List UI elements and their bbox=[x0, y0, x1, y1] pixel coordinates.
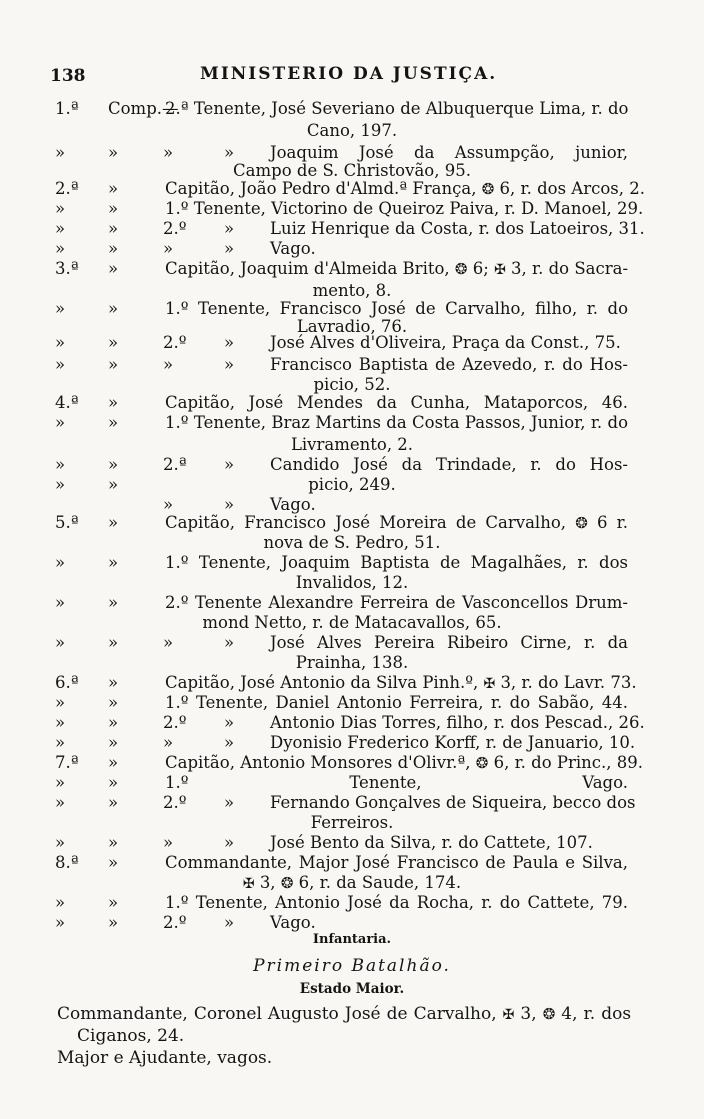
order-badge-icon: ❂ bbox=[575, 514, 588, 532]
section-heading: Infantaria. bbox=[312, 932, 392, 947]
company-number: » bbox=[55, 833, 66, 852]
company-number: 1.ª bbox=[55, 99, 79, 118]
officer-text: 2.ª Tenente, José Severiano de Albuquerque Lima, r. do bbox=[165, 99, 629, 118]
company-number: » bbox=[55, 239, 66, 258]
rank-label: » bbox=[163, 495, 174, 514]
officer-name: Vago. bbox=[270, 913, 316, 932]
officer-text: 1.º Tenente, Joaquim Baptista de Magalhães, r. dos bbox=[165, 553, 628, 572]
company-label: » bbox=[108, 553, 119, 572]
company-number: » bbox=[55, 413, 66, 432]
company-label: » bbox=[108, 199, 119, 218]
ditto-mark: » bbox=[224, 793, 235, 812]
commander-text-b: 3, bbox=[520, 1004, 537, 1024]
ditto-mark: » bbox=[224, 913, 235, 932]
cross-icon: ✠ bbox=[242, 876, 255, 892]
entry-row bbox=[0, 258, 704, 282]
continuation-text: picio, 249. bbox=[308, 475, 396, 494]
officer-text-a: Capitão, Francisco José Moreira de Carvalho, bbox=[165, 513, 567, 532]
ditto-mark: » bbox=[224, 833, 235, 852]
company-number: » bbox=[55, 455, 66, 474]
officer-text: 1.º Tenente, Victorino de Queiroz Paiva, r. D. Manoel, 29. bbox=[165, 199, 644, 218]
officer-text-b: 6, r. dos Arcos, 2. bbox=[499, 179, 645, 198]
company-label: » bbox=[108, 753, 119, 772]
commander-address: Ciganos, 24. bbox=[77, 1026, 185, 1046]
page-number: 138 bbox=[50, 66, 86, 86]
company-label: » bbox=[108, 793, 119, 812]
continuation-text: picio, 52. bbox=[313, 375, 391, 394]
continuation-b: 6, r. da Saude, 174. bbox=[298, 873, 462, 892]
entry-continuation bbox=[0, 120, 704, 144]
officer-name: José Alves d'Oliveira, Praça da Const., 75. bbox=[270, 333, 621, 352]
continuation-text: mento, 8. bbox=[312, 281, 392, 300]
officer-text-b: 6 r. bbox=[596, 513, 628, 532]
cross-icon: ✠ bbox=[502, 1007, 515, 1023]
officer-text-a: Capitão, João Pedro d'Almd.ª França, bbox=[165, 179, 477, 198]
running-title: MINISTERIO DA JUSTIÇA. bbox=[200, 64, 498, 84]
entry-row bbox=[0, 412, 704, 436]
officer-text: 2.º Tenente Alexandre Ferreira de Vasconcellos Drum- bbox=[165, 593, 628, 612]
officer-text: 1.º Tenente, Vago. bbox=[165, 773, 628, 792]
officer-text-b: 6, r. do Princ., 89. bbox=[493, 753, 643, 772]
order-badge-icon: ❂ bbox=[542, 1005, 556, 1023]
continuation-text: Cano, 197. bbox=[306, 121, 398, 140]
company-label: » bbox=[108, 713, 119, 732]
rank-label: 2.º bbox=[163, 333, 187, 352]
company-label: » bbox=[108, 475, 119, 494]
officer-name: Luiz Henrique da Costa, r. dos Latoeiros, 31. bbox=[270, 219, 645, 238]
company-label: » bbox=[108, 773, 119, 792]
company-label: » bbox=[108, 393, 119, 412]
officer-text bbox=[165, 258, 628, 281]
officer-name: Antonio Dias Torres, filho, r. dos Pescad., 26. bbox=[270, 713, 645, 732]
continuation-text: Campo de S. Christovão, 95. bbox=[233, 161, 471, 180]
rank-label: » bbox=[163, 833, 174, 852]
company-label: » bbox=[108, 333, 119, 352]
officer-name: Fernando Gonçalves de Siqueira, becco dos bbox=[270, 793, 636, 812]
officer-text-c: 3, r. do Sacra- bbox=[511, 259, 629, 278]
commander-line bbox=[57, 1004, 631, 1024]
ditto-mark: » bbox=[224, 355, 235, 374]
company-number: 7.ª bbox=[55, 753, 79, 772]
company-label: » bbox=[108, 455, 119, 474]
officer-text: Commandante, Major José Francisco de Paula e Silva, bbox=[165, 853, 628, 872]
officer-text bbox=[165, 512, 628, 534]
company-number: » bbox=[55, 893, 66, 912]
company-number: » bbox=[55, 355, 66, 374]
company-label: » bbox=[108, 913, 119, 932]
ditto-mark: » bbox=[224, 455, 235, 474]
continuation-text: mond Netto, r. de Matacavallos, 65. bbox=[202, 613, 502, 632]
company-label: Comp.— bbox=[108, 99, 179, 118]
commander-text: Commandante, Coronel Augusto José de Carvalho, bbox=[57, 1004, 497, 1024]
rank-label: » bbox=[163, 633, 174, 652]
ditto-mark: » bbox=[224, 239, 235, 258]
continuation-text: Ferreiros. bbox=[310, 813, 394, 832]
officer-text-b: 6; bbox=[472, 259, 489, 278]
continuation-text: Invalidos, 12. bbox=[295, 573, 409, 592]
ditto-mark: » bbox=[224, 633, 235, 652]
company-label: » bbox=[108, 593, 119, 612]
ditto-mark: » bbox=[224, 333, 235, 352]
officer-text bbox=[165, 752, 643, 774]
officer-name: Francisco Baptista de Azevedo, r. do Hos- bbox=[270, 355, 628, 374]
rank-label: 2.º bbox=[163, 913, 187, 932]
battalion-heading: Primeiro Batalhão. bbox=[253, 956, 451, 976]
rank-label: 2.ª bbox=[163, 455, 187, 474]
continuation-text: nova de S. Pedro, 51. bbox=[263, 533, 441, 552]
officer-text: 1.º Tenente, Braz Martins da Costa Passos, Junior, r. do bbox=[165, 413, 628, 432]
company-label: » bbox=[108, 413, 119, 432]
company-label: » bbox=[108, 355, 119, 374]
officer-name: Dyonisio Frederico Korff, r. de Januario, 10. bbox=[270, 733, 636, 752]
company-number: 8.ª bbox=[55, 853, 79, 872]
continuation-text: Lavradio, 76. bbox=[296, 317, 408, 336]
officer-text-a: Capitão, Joaquim d'Almeida Brito, bbox=[165, 259, 450, 278]
officer-text: 1.º Tenente, Francisco José de Carvalho, filho, r. do bbox=[165, 299, 628, 318]
company-label: » bbox=[108, 219, 119, 238]
company-label: » bbox=[108, 693, 119, 712]
company-number: » bbox=[55, 199, 66, 218]
officer-text-a: Capitão, José Antonio da Silva Pinh.º, bbox=[165, 673, 479, 692]
company-number: » bbox=[55, 733, 66, 752]
rank-label: 2.º bbox=[163, 219, 187, 238]
company-number: » bbox=[55, 793, 66, 812]
company-label: » bbox=[108, 833, 119, 852]
company-number: » bbox=[55, 713, 66, 732]
officer-name: Joaquim José da Assumpção, junior, bbox=[270, 143, 628, 162]
ditto-mark: » bbox=[224, 713, 235, 732]
continuation-text: Livramento, 2. bbox=[290, 435, 414, 454]
company-label: » bbox=[108, 733, 119, 752]
company-number: » bbox=[55, 553, 66, 572]
rank-label: » bbox=[163, 239, 174, 258]
company-number: 6.ª bbox=[55, 673, 79, 692]
officer-text: 1.º Tenente, Daniel Antonio Ferreira, r. do Sabão, 44. bbox=[165, 693, 628, 712]
company-number: » bbox=[55, 475, 66, 494]
rank-label: » bbox=[163, 143, 174, 162]
officer-text: Capitão, José Mendes da Cunha, Mataporcos, 46. bbox=[165, 393, 628, 412]
company-number: 5.ª bbox=[55, 513, 79, 532]
company-label: » bbox=[108, 853, 119, 872]
staff-heading: Estado Maior. bbox=[299, 981, 405, 997]
company-number: » bbox=[55, 299, 66, 318]
order-badge-icon: ❂ bbox=[475, 754, 489, 772]
company-label: » bbox=[108, 633, 119, 652]
officer-name: Vago. bbox=[270, 495, 316, 514]
company-number: 4.ª bbox=[55, 393, 79, 412]
company-label: » bbox=[108, 179, 119, 198]
entry-row bbox=[0, 98, 704, 122]
officer-text-a: Capitão, Antonio Monsores d'Olivr.ª, bbox=[165, 753, 471, 772]
officer-text bbox=[165, 178, 645, 200]
rank-label: 2.º bbox=[163, 713, 187, 732]
cross-icon: ✠ bbox=[483, 676, 496, 692]
company-label: » bbox=[108, 513, 119, 532]
rank-label: 2.º bbox=[163, 793, 187, 812]
rank-label: » bbox=[163, 733, 174, 752]
company-number: » bbox=[55, 219, 66, 238]
company-label: » bbox=[108, 259, 119, 278]
officer-text: 1.º Tenente, Antonio José da Rocha, r. do Cattete, 79. bbox=[165, 893, 628, 912]
officer-name: José Alves Pereira Ribeiro Cirne, r. da bbox=[270, 633, 628, 652]
company-number: » bbox=[55, 593, 66, 612]
officer-name: José Bento da Silva, r. do Cattete, 107. bbox=[270, 833, 593, 852]
officer-text-b: 3, r. do Lavr. 73. bbox=[500, 673, 637, 692]
company-label: » bbox=[108, 143, 119, 162]
company-number: » bbox=[55, 913, 66, 932]
company-label: » bbox=[108, 299, 119, 318]
company-number: » bbox=[55, 333, 66, 352]
company-number: » bbox=[55, 143, 66, 162]
company-number: » bbox=[55, 773, 66, 792]
continuation-a: 3, bbox=[259, 873, 276, 892]
order-badge-icon: ❂ bbox=[280, 874, 294, 892]
order-badge-icon: ❂ bbox=[481, 180, 495, 198]
continuation-text: Prainha, 138. bbox=[295, 653, 409, 672]
ditto-mark: » bbox=[224, 219, 235, 238]
ditto-mark: » bbox=[224, 495, 235, 514]
rank-label: » bbox=[163, 355, 174, 374]
company-number: 2.ª bbox=[55, 179, 79, 198]
ditto-mark: » bbox=[224, 143, 235, 162]
entry-row bbox=[0, 332, 704, 356]
commander-text-c: 4, r. dos bbox=[561, 1004, 632, 1024]
company-label: » bbox=[108, 239, 119, 258]
company-number: » bbox=[55, 693, 66, 712]
officer-name: Vago. bbox=[270, 239, 316, 258]
officer-name: Candido José da Trindade, r. do Hos- bbox=[270, 455, 628, 474]
company-number: 3.ª bbox=[55, 259, 79, 278]
ditto-mark: » bbox=[224, 733, 235, 752]
company-number: » bbox=[55, 633, 66, 652]
order-badge-icon: ❂ bbox=[454, 260, 468, 278]
company-label: » bbox=[108, 893, 119, 912]
company-label: » bbox=[108, 673, 119, 692]
cross-icon: ✠ bbox=[494, 262, 506, 278]
major-line: Major e Ajudante, vagos. bbox=[57, 1048, 273, 1068]
